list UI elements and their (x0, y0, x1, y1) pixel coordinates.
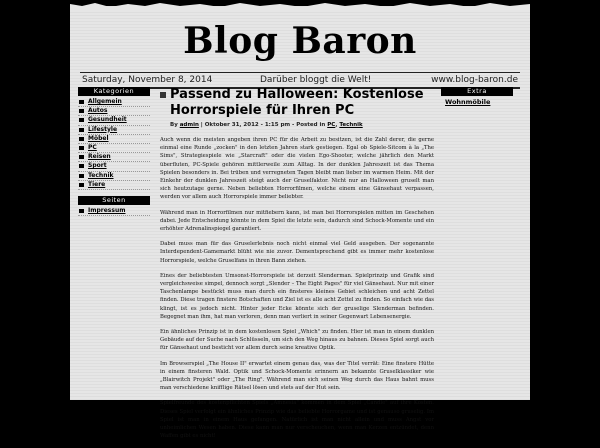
category-link-technik[interactable]: Technik (88, 171, 114, 179)
category-link-lifestyle[interactable]: Lifestyle (88, 125, 118, 133)
post-date: Oktober 31, 2012 - 1:15 pm - Posted in (204, 122, 328, 128)
bullet-icon (79, 128, 84, 132)
extra-link-wohnmoebile[interactable]: Wohnmöbile (445, 98, 491, 106)
meta-by: By (170, 122, 180, 128)
author-link[interactable]: admin (179, 122, 199, 128)
title-square-icon (160, 92, 166, 98)
post-paragraph: Während man in Horrorfilmen nur mitfiebern kann, ist man bei Horrorspielen mitten im Geschehen dabei. Jede Entscheidung könnte in dem Spiel die letzte sein, dadurch sind Schock-Momente und ein erhöhter Adrenalinspiegel garantiert. (160, 209, 434, 233)
category-link-pc-meta[interactable]: PC (327, 122, 336, 128)
bullet-icon (79, 209, 84, 213)
meta-sep: | (198, 122, 205, 128)
post-title[interactable] (160, 87, 434, 119)
category-link-gesundheit[interactable]: Gesundheit (88, 116, 127, 124)
bullet-icon (79, 164, 84, 168)
category-item-pc (78, 144, 150, 153)
bullet-icon (79, 146, 84, 150)
extra-heading: Extra (441, 87, 513, 96)
bullet-icon (79, 183, 84, 187)
main-content (160, 87, 434, 448)
bullet-icon (79, 100, 84, 104)
category-link-tiere[interactable]: Tiere (88, 180, 106, 188)
category-item-tiere (78, 181, 150, 190)
post-paragraph: Spielfreunde des kostenpflichten Spiels „Amnesia" kommen in dem Spiel „Candle" auf ihre Kosten. Dieses Spiel verfolgt ein ähnliches Prinzip wie das beliebte Horrorgame und ist genauso gruselig. Im Spiel ist man in einem Haus gefangen. Natürlich ist man nicht allein und muss Angst vor unheimlichen Wesen haben. Diese kann man nur verscheuchen, wenn man Kerzen entzündet, denn Waffen gibt es nicht! (160, 400, 434, 440)
page-item-impressum (78, 207, 150, 216)
post-paragraph: Eines der beliebtesten Umsonst-Horrorspiele ist derzeit Slenderman. Spielprinzip und Grafik sind vergleichsweise simpel, dennoch sorgt „Slender – The Eight Pages" für viel Gänsehaut. Nur mit einer Taschenlampe bestückt muss man durch ein finsteres kleines Gebiet schleichen und acht Zettel finden. Diese tragen finstere Botschaften und Ziel ist es alle acht Zettel zu finden. So einfach wie das klingt, ist es jedoch nicht. Hinter jeder Ecke könnte sich der gruselige Slenderman befinden. Begegnet man ihm, hat man verloren, denn man verliert in seiner Gegenwart Lebensenergie. (160, 272, 434, 320)
bullet-icon (79, 155, 84, 159)
category-item-sport (78, 162, 150, 171)
category-link-allgemein[interactable]: Allgemein (88, 98, 122, 105)
pages-heading: Seiten (78, 196, 150, 205)
site-url: www.blog-baron.de (431, 75, 518, 85)
meta-comma: , (335, 122, 340, 128)
category-item-technik (78, 172, 150, 181)
category-link-pc[interactable]: PC (88, 143, 97, 151)
pages-list (78, 207, 150, 216)
category-link-reisen[interactable]: Reisen (88, 153, 111, 161)
category-link-moebel[interactable]: Möbel (88, 134, 109, 142)
post-meta (170, 122, 434, 128)
category-item-allgemein (78, 98, 150, 107)
categories-heading: Kategorien (78, 87, 150, 96)
site-slogan: Darüber bloggt die Welt! (260, 75, 372, 85)
bullet-icon (79, 137, 84, 141)
categories-list (78, 98, 150, 190)
bullet-icon (79, 174, 84, 178)
category-link-autos[interactable]: Autos (88, 107, 108, 115)
post-paragraph: Im Browserspiel „The House II" erwartet einem genau das, was der Titel verrät: Eine finstere Hütte in einem finsteren Wald. Optik und Schock-Momente erinnern an bekannte Gruselklassiker wie „Blairwitch Projekt" oder „The Ring". Während man sich seinen Weg durch das Haus bahnt muss man verschiedene knifflige Rätsel lösen und stets auf der Hut sein. (160, 360, 434, 392)
post-paragraph: Auch wenn die meisten angeben ihren PC für die Arbeit zu besitzen, ist die Zahl derer, die gerne einmal eine Runde „zocken" in den letzten Jahren stark gestiegen. Egal ob Spiele-Sitcom à la „The Sims", Strategiespiele wie „Starcraft" oder die vielen Ego-Shooter, welche jährlich den Markt überfluten, PC-Spiele gehören mittlerweile zum Alltag. In der dunklen Jahreszeit ist das Thema Spielen besonders in. Bei trüben und verregneten Tagen bleibt man lieber im warmen Heim. Mit der Einkehr der dunklen Jahreszeit steigt auch der Gruselfaktor. Nicht nur an Halloween gruselt man sich heutzutage gerne. Neben beliebten Horrorfilmen, welche einem eine Gänsehaut verpassen, werden vor allem auch Horrorspiele immer beliebter. (160, 137, 434, 201)
bullet-icon (79, 109, 84, 113)
category-item-gesundheit (78, 116, 150, 125)
category-link-sport[interactable]: Sport (88, 162, 107, 170)
bullet-icon (79, 118, 84, 122)
post-paragraph: Dabei muss man für das Gruselerlebnis noch nicht einmal viel Geld ausgeben. Der sogenannte Interdependent-Gamemarkt blüht wie nie zuvor. Dementsprechend gibt es immer mehr kostenlose Horrorspiele, welche Gruselfans in ihren Bann ziehen. (160, 241, 434, 264)
category-item-moebel (78, 135, 150, 144)
page-link-impressum[interactable]: Impressum (88, 206, 126, 214)
site-title[interactable]: Blog Baron (183, 20, 417, 62)
category-item-reisen (78, 153, 150, 162)
current-date: Saturday, November 8, 2014 (82, 75, 213, 85)
torn-paper-edge (70, 0, 530, 10)
post-paragraph: Ein ähnliches Prinzip ist in dem kostenlosen Spiel „Which" zu finden. Hier ist man in einem dunklen Gebäude auf der Suche nach Schlüsseln, um sich den Weg hinaus zu bahnen. Dieses Spiel sorgt auch für Gänsehaut und besticht vor allem durch seine kreative Optik. (160, 329, 434, 352)
left-sidebar (78, 87, 150, 222)
category-link-technik-meta[interactable]: Technik (339, 122, 363, 128)
right-sidebar (441, 87, 513, 106)
category-item-lifestyle (78, 126, 150, 135)
category-item-autos (78, 107, 150, 116)
post-title-text[interactable]: Passend zu Halloween: Kostenlose Horrorspiele für Ihren PC (170, 87, 424, 118)
